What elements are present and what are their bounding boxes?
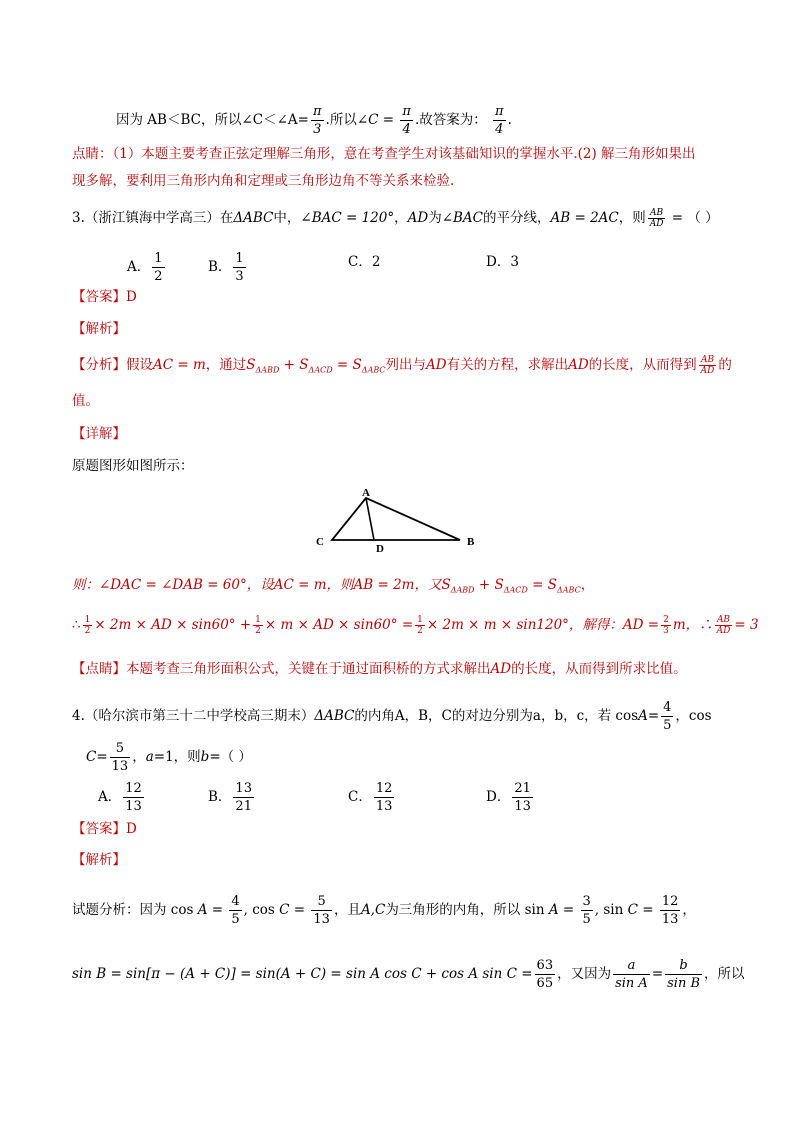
q4-analysis-label: 【解析】 — [72, 852, 126, 868]
q3-option-c[interactable]: C．2 — [348, 254, 381, 270]
q4-option-c[interactable]: C． $\frac{12}{13}$ — [348, 781, 393, 814]
q4-solution-line-2: sin B = sin[π − (A + C)] = sin(A + C) = sin A cos C + cos A sin C = $\frac{63}{65}$ ，又因为 $\frac{a}{\text{sin A}}$ = $\frac{b}{\text{sin B}}$ ，所以 — [72, 958, 745, 991]
q3-answer: 【答案】D — [72, 289, 137, 305]
q3-option-a[interactable]: A． $\frac{1}{2}$ — [127, 251, 163, 284]
question-3-stem: 3.（浙江镇海中学高三）在ΔABC中，∠BAC = 120°，AD为∠BAC的平分线，AB = 2AC，则 $\frac{AB}{AD}$ = （ ） — [72, 208, 719, 229]
answer-fraction-pi-over-4: $\frac{\pi}{4}$ — [495, 104, 504, 137]
previous-answer-line: 因为 AB＜BC，所以∠C＜∠A= $\frac{\pi}{3}$ .所以∠C = $\frac{\pi}{4}$ .故答案为： $\frac{\pi}{4}$ . — [116, 104, 512, 137]
area-equation: $S_{\Delta ABD} + S_{\Delta ACD} = S_{\Delta ABC}$ — [246, 357, 386, 375]
comment-line-1: 点睛：（1）本题主要考查正弦定理解三角形，意在考查学生对该基础知识的掌握水平.(2) 解三角形如果出 — [72, 146, 696, 162]
q3-fenxi: 【分析】假设AC = m，通过$S_{\Delta ABD} + S_{\Delta ACD} = S_{\Delta ABC}$列出与AD有关的方程，求解出AD的长度，从而得到 $\frac{AB}{AD}$ 的 — [72, 355, 732, 376]
q4-answer: 【答案】D — [72, 821, 137, 837]
vertex-c-label: C — [316, 536, 324, 548]
q3-analysis-label: 【解析】 — [72, 321, 126, 337]
figure-caption: 原题图形如图所示： — [72, 458, 194, 474]
q3-option-d[interactable]: D．3 — [486, 254, 519, 270]
q3-fenxi-cont: 值。 — [72, 393, 99, 409]
q3-point: 【点睛】本题考查三角形面积公式，关键在于通过面积桥的方式求解出AD的长度，从而得到所求比值。 — [72, 661, 687, 677]
q3-calc-line: ∴ $\frac{1}{2}$ × 2m × AD × sin60° + $\frac{1}{2}$ × m × AD × sin60° = $\frac{1}{2}$ × 2m × m × sin120°，解得：AD = $\frac{2}{3}$ m，∴ $\frac{AB}{AD}$ = 3 — [72, 615, 759, 636]
fraction-pi-over-3: $\frac{\pi}{3}$ — [312, 104, 322, 137]
q3-then-line: 则：∠DAC = ∠DAB = 60°，设AC = m，则AB = 2m，又$S_{\Delta ABD} + S_{\Delta ACD} = S_{\Delta ABC}$， — [72, 577, 595, 595]
q3-option-b[interactable]: B． $\frac{1}{3}$ — [208, 251, 244, 284]
vertex-b-label: B — [467, 536, 475, 548]
vertex-a-label: A — [362, 487, 370, 499]
question-4-stem: 4.（哈尔滨市第三十二中学校高三期末）ΔABC的内角A，B，C的对边分别为a，b，c，若 cosA= $\frac{4}{5}$ ，cos — [72, 700, 712, 733]
fraction-pi-over-4: $\frac{\pi}{4}$ — [402, 104, 411, 137]
comment-line-2: 现多解，要利用三角形内角和定理或三角形边角不等关系来检验. — [72, 173, 455, 189]
q4-option-b[interactable]: B． $\frac{13}{21}$ — [208, 781, 252, 814]
question-4-stem-cont: C= $\frac{5}{13}$ ，a=1，则b=（ ） — [86, 741, 252, 774]
point-d-label: D — [376, 543, 384, 555]
q4-option-d[interactable]: D． $\frac{21}{13}$ — [486, 781, 531, 814]
q4-solution-line-1: 试题分析：因为 cos A = $\frac{4}{5}$ , cos C = $\frac{5}{13}$ ，且A,C为三角形的内角，所以 sin A = $\frac{3}{5}$ , sin C = $\frac{12}{13}$ ， — [72, 894, 696, 927]
triangle-figure — [310, 484, 490, 556]
ab-over-ad-fraction: $\frac{AB}{AD}$ — [649, 208, 664, 229]
q4-option-a[interactable]: A． $\frac{12}{13}$ — [98, 781, 142, 814]
q3-detail-label: 【详解】 — [72, 426, 126, 442]
